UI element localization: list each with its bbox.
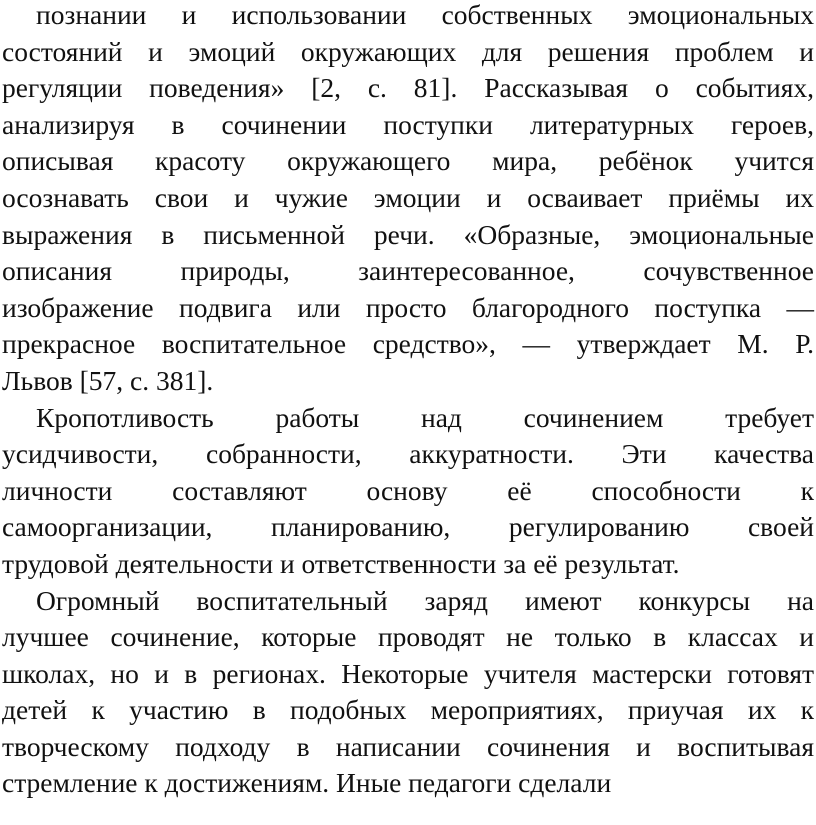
text-line: Огромный воспитательный заряд имеют конкурсы на [36, 584, 814, 616]
text-line: выражения в письменной речи. «Образные, эмоциональные [2, 218, 814, 250]
text-line: школах, но и в регионах. Некоторые учителя мастерски готовят [2, 657, 814, 689]
paragraph-diligence [2, 400, 814, 583]
text-line: прекрасное воспитательное средство», — утверждает М. Р. [2, 328, 814, 360]
text-line: личности составляют основу её способности к [2, 474, 814, 506]
paragraph-continuation [2, 0, 814, 400]
text-line: трудовой деятельности и ответственности за её результат. [2, 547, 680, 579]
text-line: Львов [57, с. 381]. [2, 364, 214, 396]
text-line: усидчивости, собранности, аккуратности. Эти качества [2, 438, 814, 470]
text-line: творческому подходу в написании сочинения и воспитывая [2, 730, 814, 762]
text-line: Кропотливость работы над сочинением требует [36, 401, 814, 433]
text-line: детей к участию в подобных мероприятиях, приучая их к [2, 694, 814, 726]
text-line: описывая красоту окружающего мира, ребёнок учится [2, 145, 814, 177]
paragraph-contests [2, 583, 814, 803]
text-line: лучшее сочинение, которые проводят не только в классах и [2, 621, 814, 653]
text-line: изображение подвига или просто благородного поступка — [2, 291, 814, 323]
text-line: стремление к достижениям. Иные педагоги сделали [2, 767, 612, 799]
text-line: самоорганизации, планированию, регулированию своей [2, 511, 814, 543]
text-line: описания природы, заинтересованное, сочувственное [2, 255, 814, 287]
text-line: осознавать свои и чужие эмоции и осваивает приёмы их [2, 181, 814, 213]
text-line: регуляции поведения» [2, с. 81]. Рассказывая о событиях, [2, 72, 814, 104]
text-line: анализируя в сочинении поступки литературных героев, [2, 108, 814, 140]
text-line: состояний и эмоций окружающих для решения проблем и [2, 35, 814, 67]
text-line: познании и использовании собственных эмоциональных [36, 0, 814, 30]
